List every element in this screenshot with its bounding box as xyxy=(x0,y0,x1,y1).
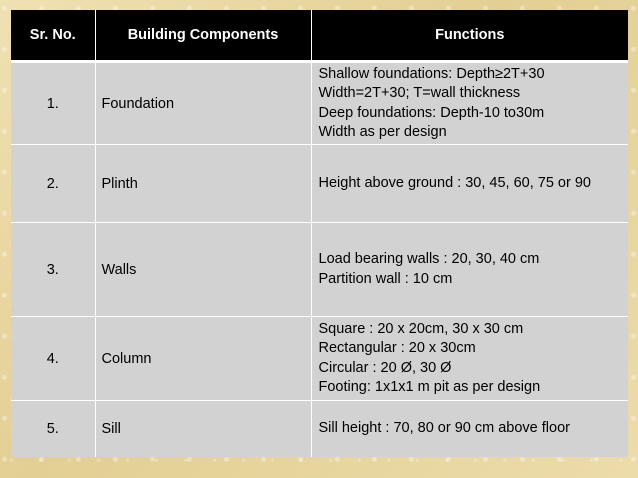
function-line: Sill height : 70, 80 or 90 cm above floor xyxy=(318,420,570,436)
function-line: Height above ground : 30, 45, 60, 75 or 90 xyxy=(318,174,591,191)
row-number: 1. xyxy=(11,62,95,145)
function-line: Load bearing walls : 20, 30, 40 cm xyxy=(318,251,540,267)
table-row xyxy=(11,401,628,457)
row-number: 3. xyxy=(11,223,95,317)
function-line: Square : 20 x 20cm, 30 x 30 cm xyxy=(318,320,524,337)
header-row xyxy=(11,10,628,62)
function-line: Rectangular : 20 x 30cm xyxy=(318,340,476,356)
table-row xyxy=(11,145,628,223)
function-line: Partition wall : 10 cm xyxy=(318,270,453,287)
row-component: Foundation xyxy=(95,62,311,145)
row-functions xyxy=(311,317,628,401)
header-functions: Functions xyxy=(311,10,628,62)
function-line: Circular : 20 Ø, 30 Ø xyxy=(318,359,452,376)
table-row xyxy=(11,223,628,317)
row-component: Plinth xyxy=(95,145,311,223)
row-component: Sill xyxy=(95,401,311,457)
row-number: 4. xyxy=(11,317,95,401)
components-table xyxy=(11,10,628,457)
row-number: 2. xyxy=(11,145,95,223)
row-functions xyxy=(311,401,628,457)
row-functions xyxy=(311,62,628,145)
row-functions xyxy=(311,145,628,223)
function-line: Deep foundations: Depth-10 to30m xyxy=(318,104,545,121)
function-line: Width as per design xyxy=(318,124,447,140)
header-sr-no: Sr. No. xyxy=(11,10,95,62)
function-line: Shallow foundations: Depth≥2T+30 xyxy=(318,65,545,82)
row-functions xyxy=(311,223,628,317)
row-component: Walls xyxy=(95,223,311,317)
row-number: 5. xyxy=(11,401,95,457)
header-building-components: Building Components xyxy=(95,10,311,62)
function-line: Width=2T+30; T=wall thickness xyxy=(318,85,521,101)
function-line: Footing: 1x1x1 m pit as per design xyxy=(318,379,541,395)
table-row xyxy=(11,317,628,401)
table-row xyxy=(11,62,628,145)
row-component: Column xyxy=(95,317,311,401)
